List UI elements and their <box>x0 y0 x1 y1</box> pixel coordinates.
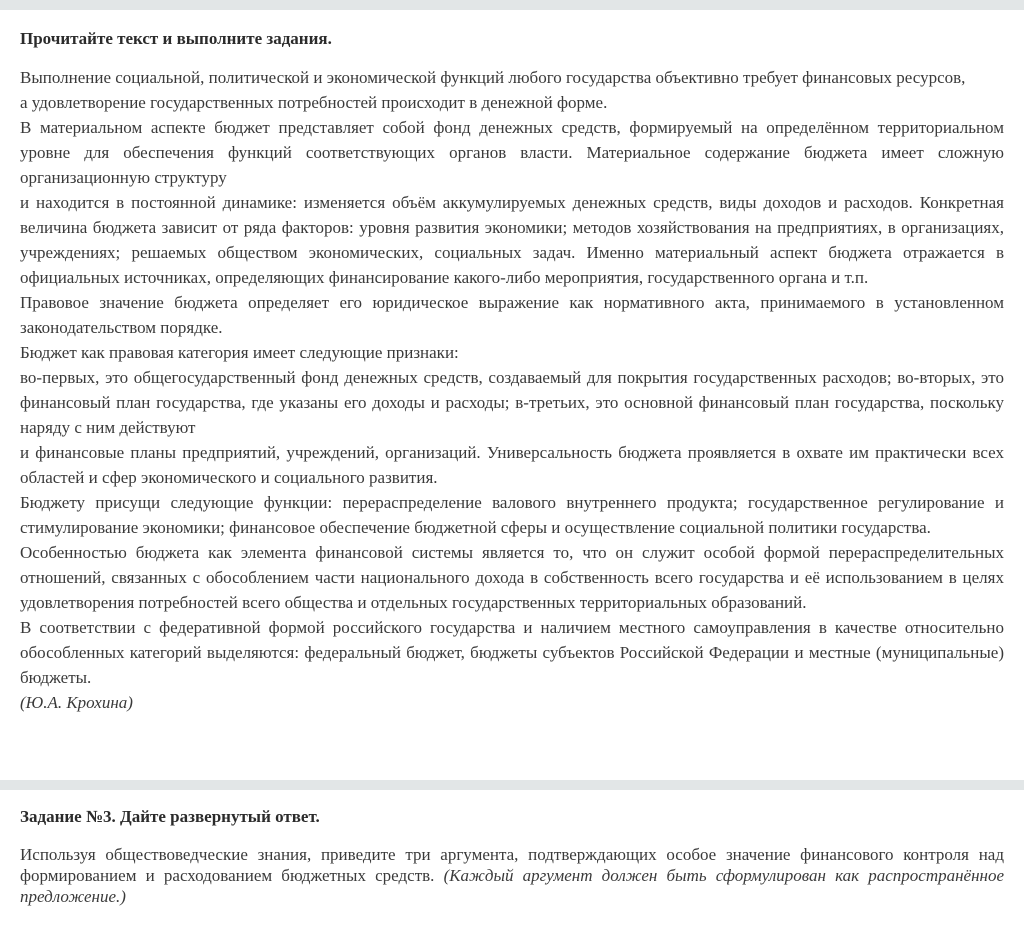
paragraph: и финансовые планы предприятий, учреждений, организаций. Универсальность бюджета проявляется в охвате им практически всех областей и сфер экономического и социального развития. <box>20 443 1004 487</box>
task-question: Используя обществоведческие знания, приведите три аргумента, подтверждающих особое значение финансового контроля над формированием и расходованием бюджетных средств. <box>20 845 1004 885</box>
paragraph: Выполнение социальной, политической и экономической функций любого государства объективно требует финансовых ресурсов, <box>20 68 966 87</box>
task-note: (Каждый аргумент должен быть сформулирован как распространённое предложение.) <box>20 866 1005 906</box>
task-text <box>20 844 1004 907</box>
reading-text-block <box>0 10 1024 780</box>
paragraph: во-первых, это общегосударственный фонд денежных средств, создаваемый для покрытия государственных расходов; во-вторых, это финансовый план государства, где указаны его доходы и расходы; в-третьих, это основной финансовый план государства, поскольку наряду с ним действуют <box>20 368 1004 437</box>
task-heading: Задание №3. Дайте развернутый ответ. <box>20 807 320 826</box>
source-author: (Ю.А. Крохина) <box>20 693 133 712</box>
paragraph: Бюджету присущи следующие функции: перераспределение валового внутреннего продукта; государственное регулирование и стимулирование экономики; финансовое обеспечение бюджетной сферы и осуществление социальной политики государства. <box>20 493 1004 537</box>
instruction-heading: Прочитайте текст и выполните задания. <box>20 29 332 48</box>
top-separator <box>0 0 1024 10</box>
section-separator <box>0 780 1024 790</box>
paragraph: Правовое значение бюджета определяет его юридическое выражение как нормативного акта, принимаемого в установленном законодательством порядке. <box>20 293 1004 337</box>
paragraph: и находится в постоянной динамике: изменяется объём аккумулируемых денежных средств, виды доходов и расходов. Конкретная величина бюджета зависит от ряда факторов: уровня развития экономики; методов хозяйствования на предприятиях, в организациях, учреждениях; решаемых обществом экономических, социальных задач. Именно материальный аспект бюджета отражается в официальных источниках, определяющих финансирование какого-либо мероприятия, государственного органа и т.п. <box>20 193 1004 287</box>
paragraph: а удовлетворение государственных потребностей происходит в денежной форме. <box>20 93 608 112</box>
paragraph: Особенностью бюджета как элемента финансовой системы является то, что он служит особой формой перераспределительных отношений, связанных с обособлением части национального дохода в собственность всего государства и её использованием в целях удовлетворения потребностей всего общества и отдельных государственных территориальных образований. <box>20 543 1004 612</box>
paragraph: Бюджет как правовая категория имеет следующие признаки: <box>20 343 459 362</box>
task-paragraph <box>20 844 1004 907</box>
task-block <box>0 790 1024 907</box>
paragraph: В материальном аспекте бюджет представляет собой фонд денежных средств, формируемый на определённом территориальном уровне для обеспечения функций соответствующих органов власти. Материальное содержание бюджета имеет сложную организационную структуру <box>20 118 1004 187</box>
paragraph: В соответствии с федеративной формой российского государства и наличием местного самоуправления в качестве относительно обособленных категорий выделяются: федеральный бюджет, бюджеты субъектов Российской Федерации и местные (муниципальные) бюджеты. <box>20 618 1004 687</box>
reading-text <box>20 65 1004 715</box>
